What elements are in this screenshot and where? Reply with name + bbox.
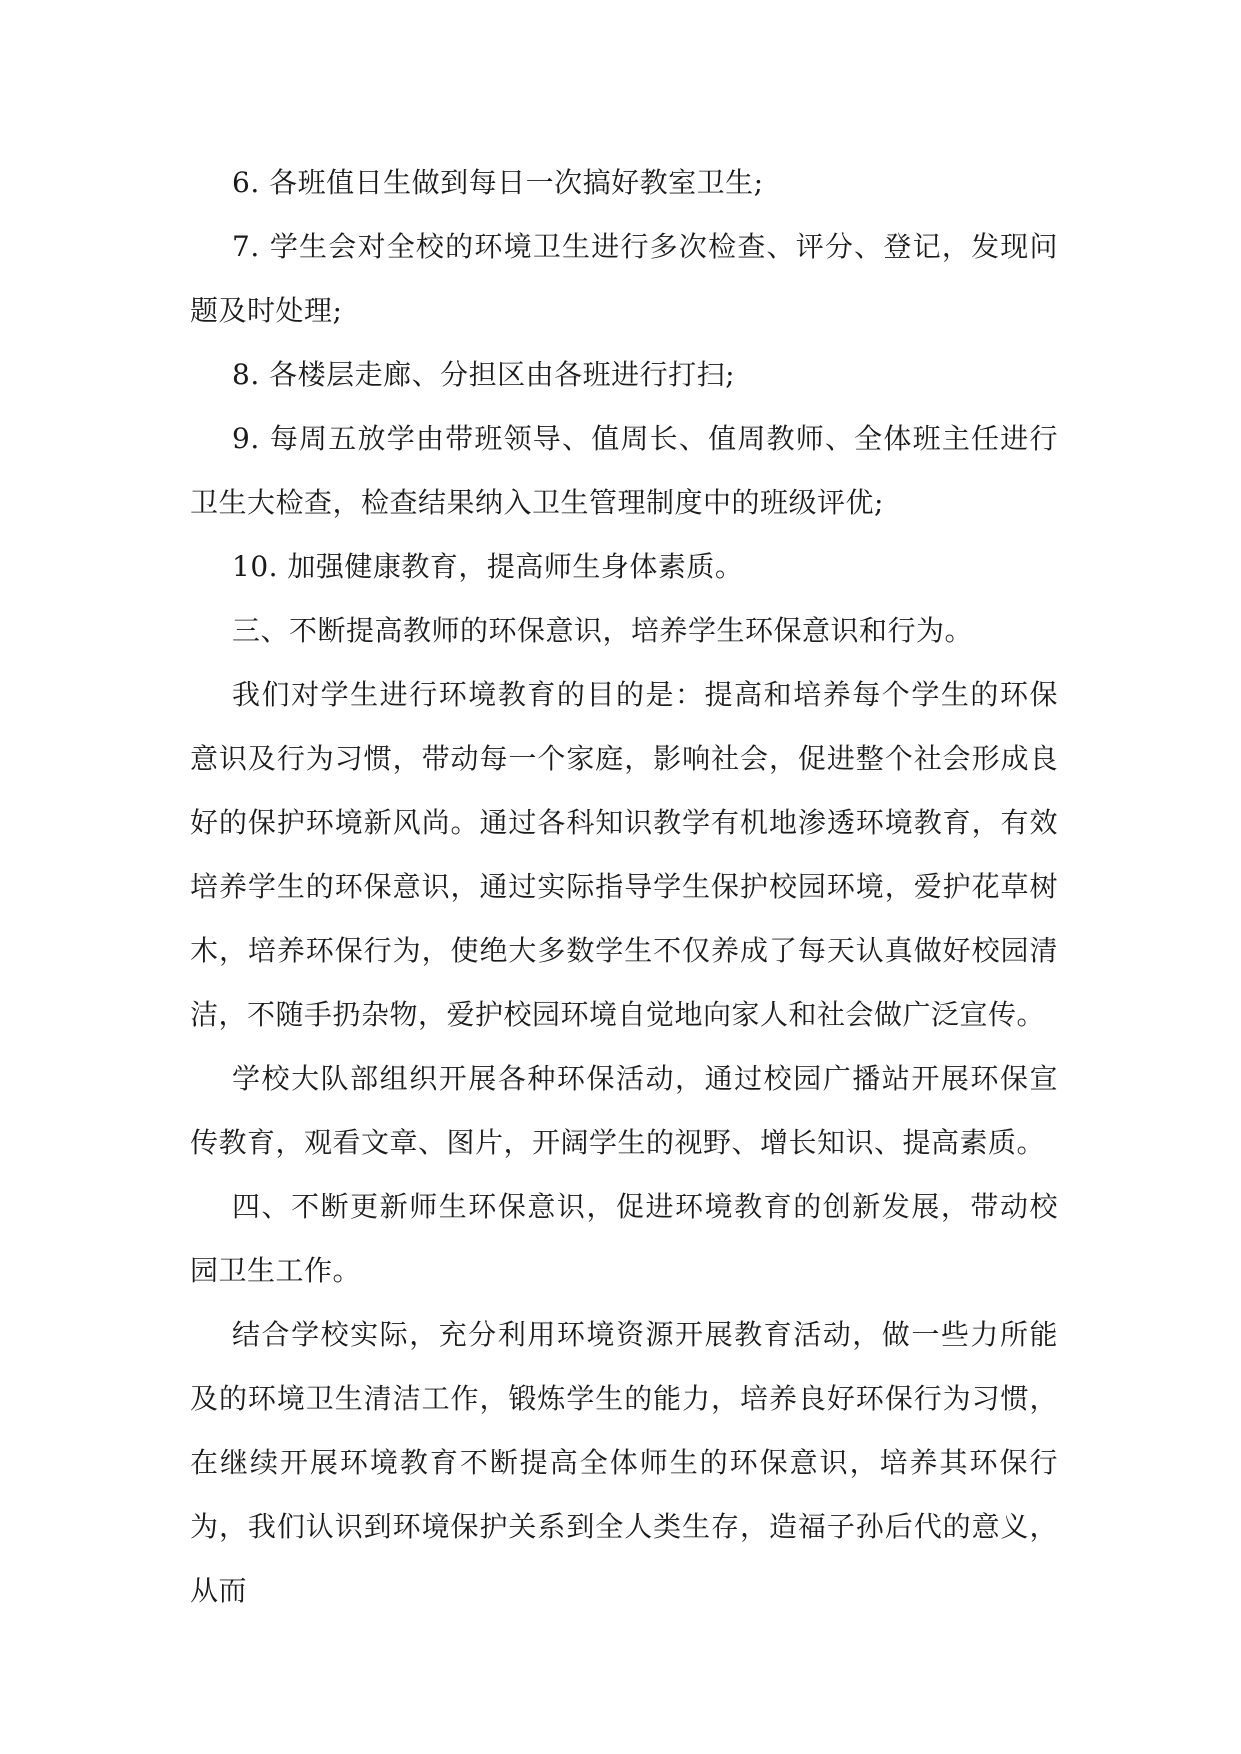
paragraph-item-8: 8. 各楼层走廊、分担区由各班进行打扫; [232,358,736,391]
paragraph-item-6: 6. 各班值日生做到每日一次搞好教室卫生; [232,166,764,199]
paragraph-education-goal: 我们对学生进行环境教育的目的是：提高和培养每个学生的环保意识及行为习惯，带动每一个家庭，影响社会，促进整个社会形成良好的保护环境新风尚。通过各科知识教学有机地渗透环境教育，有效培养学生的环保意识，通过实际指导学生保护校园环境，爱护花草树木，培养环保行为，使绝大多数学生不仅养成了每天认真做好校园清洁，不随手扔杂物，爱护校园环境自觉地向家人和社会做广泛宣传。 [190,678,1058,1031]
paragraph-item-9: 9. 每周五放学由带班领导、值周长、值周教师、全体班主任进行卫生大检查，检查结果纳入卫生管理制度中的班级评优; [190,422,1058,519]
section-heading-3: 三、不断提高教师的环保意识，培养学生环保意识和行为。 [232,614,974,647]
paragraph-item-10: 10. 加强健康教育，提高师生身体素质。 [232,550,744,583]
paragraph-practice: 结合学校实际，充分利用环境资源开展教育活动，做一些力所能及的环境卫生清洁工作，锻炼学生的能力，培养良好环保行为习惯，在继续开展环境教育不断提高全体师生的环保意识，培养其环保行为，我们认识到环境保护关系到全人类生存，造福子孙后代的意义，从而 [190,1318,1058,1607]
paragraph-item-7: 7. 学生会对全校的环境卫生进行多次检查、评分、登记，发现问题及时处理; [190,230,1058,327]
paragraph-activities: 学校大队部组织开展各种环保活动，通过校园广播站开展环保宣传教育，观看文章、图片，开阔学生的视野、增长知识、提高素质。 [190,1062,1058,1159]
document-page [190,151,1058,1623]
section-heading-4: 四、不断更新师生环保意识，促进环境教育的创新发展，带动校园卫生工作。 [190,1190,1058,1287]
